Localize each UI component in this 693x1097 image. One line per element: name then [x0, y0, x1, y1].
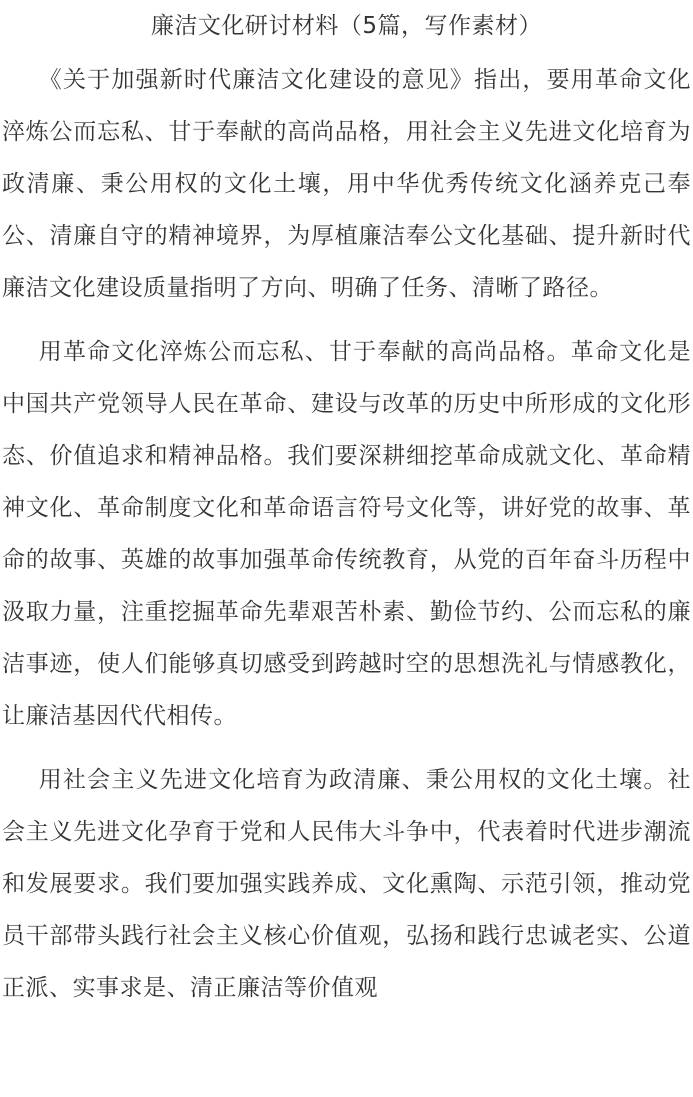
paragraph-socialist-culture: 用社会主义先进文化培育为政清廉、秉公用权的文化土壤。社会主义先进文化孕育于党和人民伟大斗争中，代表着时代进步潮流和发展要求。我们要加强实践养成、文化熏陶、示范引领，推动党员干部带头践行社会主义核心价值观，弘扬和践行忠诚老实、公道正派、实事求是、清正廉洁等价值观 [2, 767, 691, 1001]
document-title: 廉洁文化研讨材料（5篇，写作素材） [150, 13, 543, 39]
paragraph-revolutionary-culture: 用革命文化淬炼公而忘私、甘于奉献的高尚品格。革命文化是中国共产党领导人民在革命、建设与改革的历史中所形成的文化形态、价值追求和精神品格。我们要深耕细挖革命成就文化、革命精神文化、革命制度文化和革命语言符号文化等，讲好党的故事、革命的故事、英雄的故事加强革命传统教育，从党的百年奋斗历程中汲取力量，注重挖掘革命先辈艰苦朴素、勤俭节约、公而忘私的廉洁事迹，使人们能够真切感受到跨越时空的思想洗礼与情感教化，让廉洁基因代代相传。 [2, 339, 691, 729]
paragraph-intro: 《关于加强新时代廉洁文化建设的意见》指出，要用革命文化淬炼公而忘私、甘于奉献的高尚品格，用社会主义先进文化培育为政清廉、秉公用权的文化土壤，用中华优秀传统文化涵养克己奉公、清廉自守的精神境界，为厚植廉洁奉公文化基础、提升新时代廉洁文化建设质量指明了方向、明确了任务、清晰了路径。 [2, 67, 691, 301]
